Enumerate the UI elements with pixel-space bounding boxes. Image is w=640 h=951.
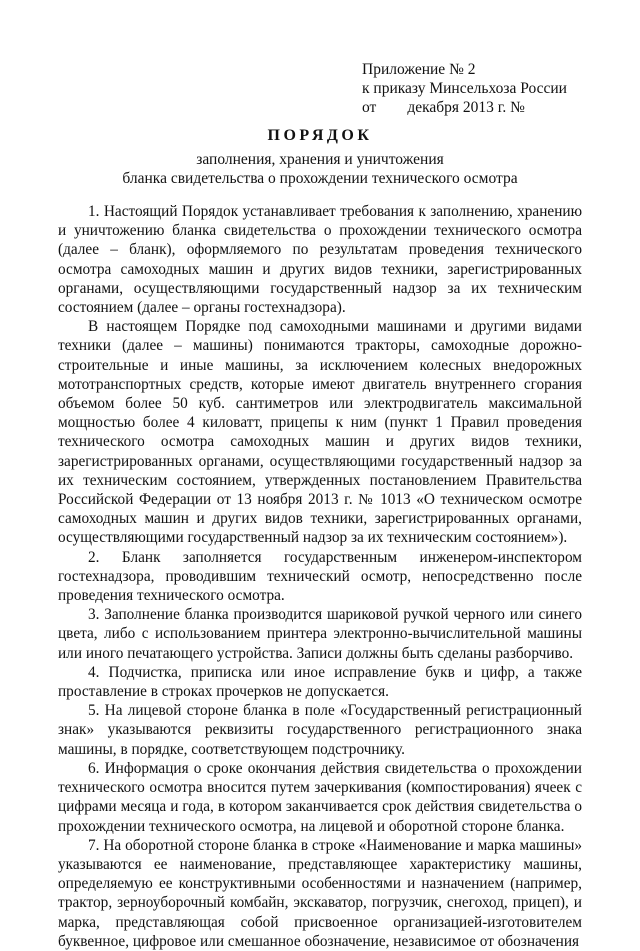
paragraph-4: 3. Заполнение бланка производится шариковой ручкой черного или синего цвета, либо с использованием принтера электронно-вычислительной машины или иного печатающего устройства. Записи должны быть сделаны разборчиво. <box>58 606 582 662</box>
paragraph-2: В настоящем Порядке под самоходными машинами и другими видами техники (далее – машины) понимаются тракторы, самоходные дорожно-строительные и иные машины, за исключением колесных внедорожных мототранспортных средств, которые имеют двигатель внутреннего сгорания объемом более 50 куб. сантиметров или электродвигатель максимальной мощностью более 4 киловатт, прицепы к ним (пункт 1 Правил проведения технического осмотра самоходных машин и других видов техники, зарегистрированных органами, осуществляющими государственный надзор за их техническим состоянием, утвержденных постановлением Правительства Российской Федерации от 13 ноября 2013 г. № 1013 «О техническом осмотре самоходных машин и других видов техники, зарегистрированных органами, осуществляющими государственный надзор за их техническим состоянием»). <box>58 318 582 547</box>
subtitle-line-2: бланка свидетельства о прохождении технического осмотра <box>122 170 518 187</box>
document-body <box>58 202 582 951</box>
appendix-line-3: от декабря 2013 г. № <box>362 99 525 116</box>
paragraph-5: 4. Подчистка, приписка или иное исправление букв и цифр, а также проставление в строках прочерков не допускается. <box>58 663 582 701</box>
appendix-header <box>362 60 567 117</box>
document-title: ПОРЯДОК <box>267 127 373 144</box>
paragraph-1: 1. Настоящий Порядок устанавливает требования к заполнению, хранению и уничтожению бланка свидетельства о прохождении технического осмотра (далее – бланк), оформляемого по результатам проведения технического осмотра самоходных машин и других видов техники, зарегистрированных органами, осуществляющими государственный надзор за их техническим состоянием (далее – органы гостехнадзора). <box>58 203 582 317</box>
appendix-line-2: к приказу Минсельхоза России <box>362 80 567 97</box>
appendix-line-1: Приложение № 2 <box>362 61 476 78</box>
paragraph-7: 6. Информация о сроке окончания действия свидетельства о прохождении технического осмотра вносится путем зачеркивания (компостирования) ячеек с цифрами месяца и года, в котором заканчивается срок действия свидетельства о прохождении технического осмотра, на лицевой и оборотной стороне бланка. <box>58 759 582 835</box>
paragraph-8: 7. На оборотной стороне бланка в строке «Наименование и марка машины» указываются ее наименование, представляющее характеристику машины, определяемую ее конструктивными особенностями и назначением (например, трактор, зерноуборочный комбайн, экскаватор, погрузчик, снегоход, прицеп), и марка, представляющая собой присвоенное организацией-изготовителем буквенное, цифровое или смешанное обозначение, независимое от обозначения <box>58 836 582 950</box>
paragraph-6: 5. На лицевой стороне бланка в поле «Государственный регистрационный знак» указываются реквизиты государственного регистрационного знака машины, в порядке, соответствующем подстрочнику. <box>58 702 582 758</box>
subtitle-line-1: заполнения, хранения и уничтожения <box>196 151 444 168</box>
paragraph-3: 2. Бланк заполняется государственным инженером-инспектором гостехнадзора, проводившим технический осмотр, непосредственно после проведения технического осмотра. <box>58 548 582 605</box>
